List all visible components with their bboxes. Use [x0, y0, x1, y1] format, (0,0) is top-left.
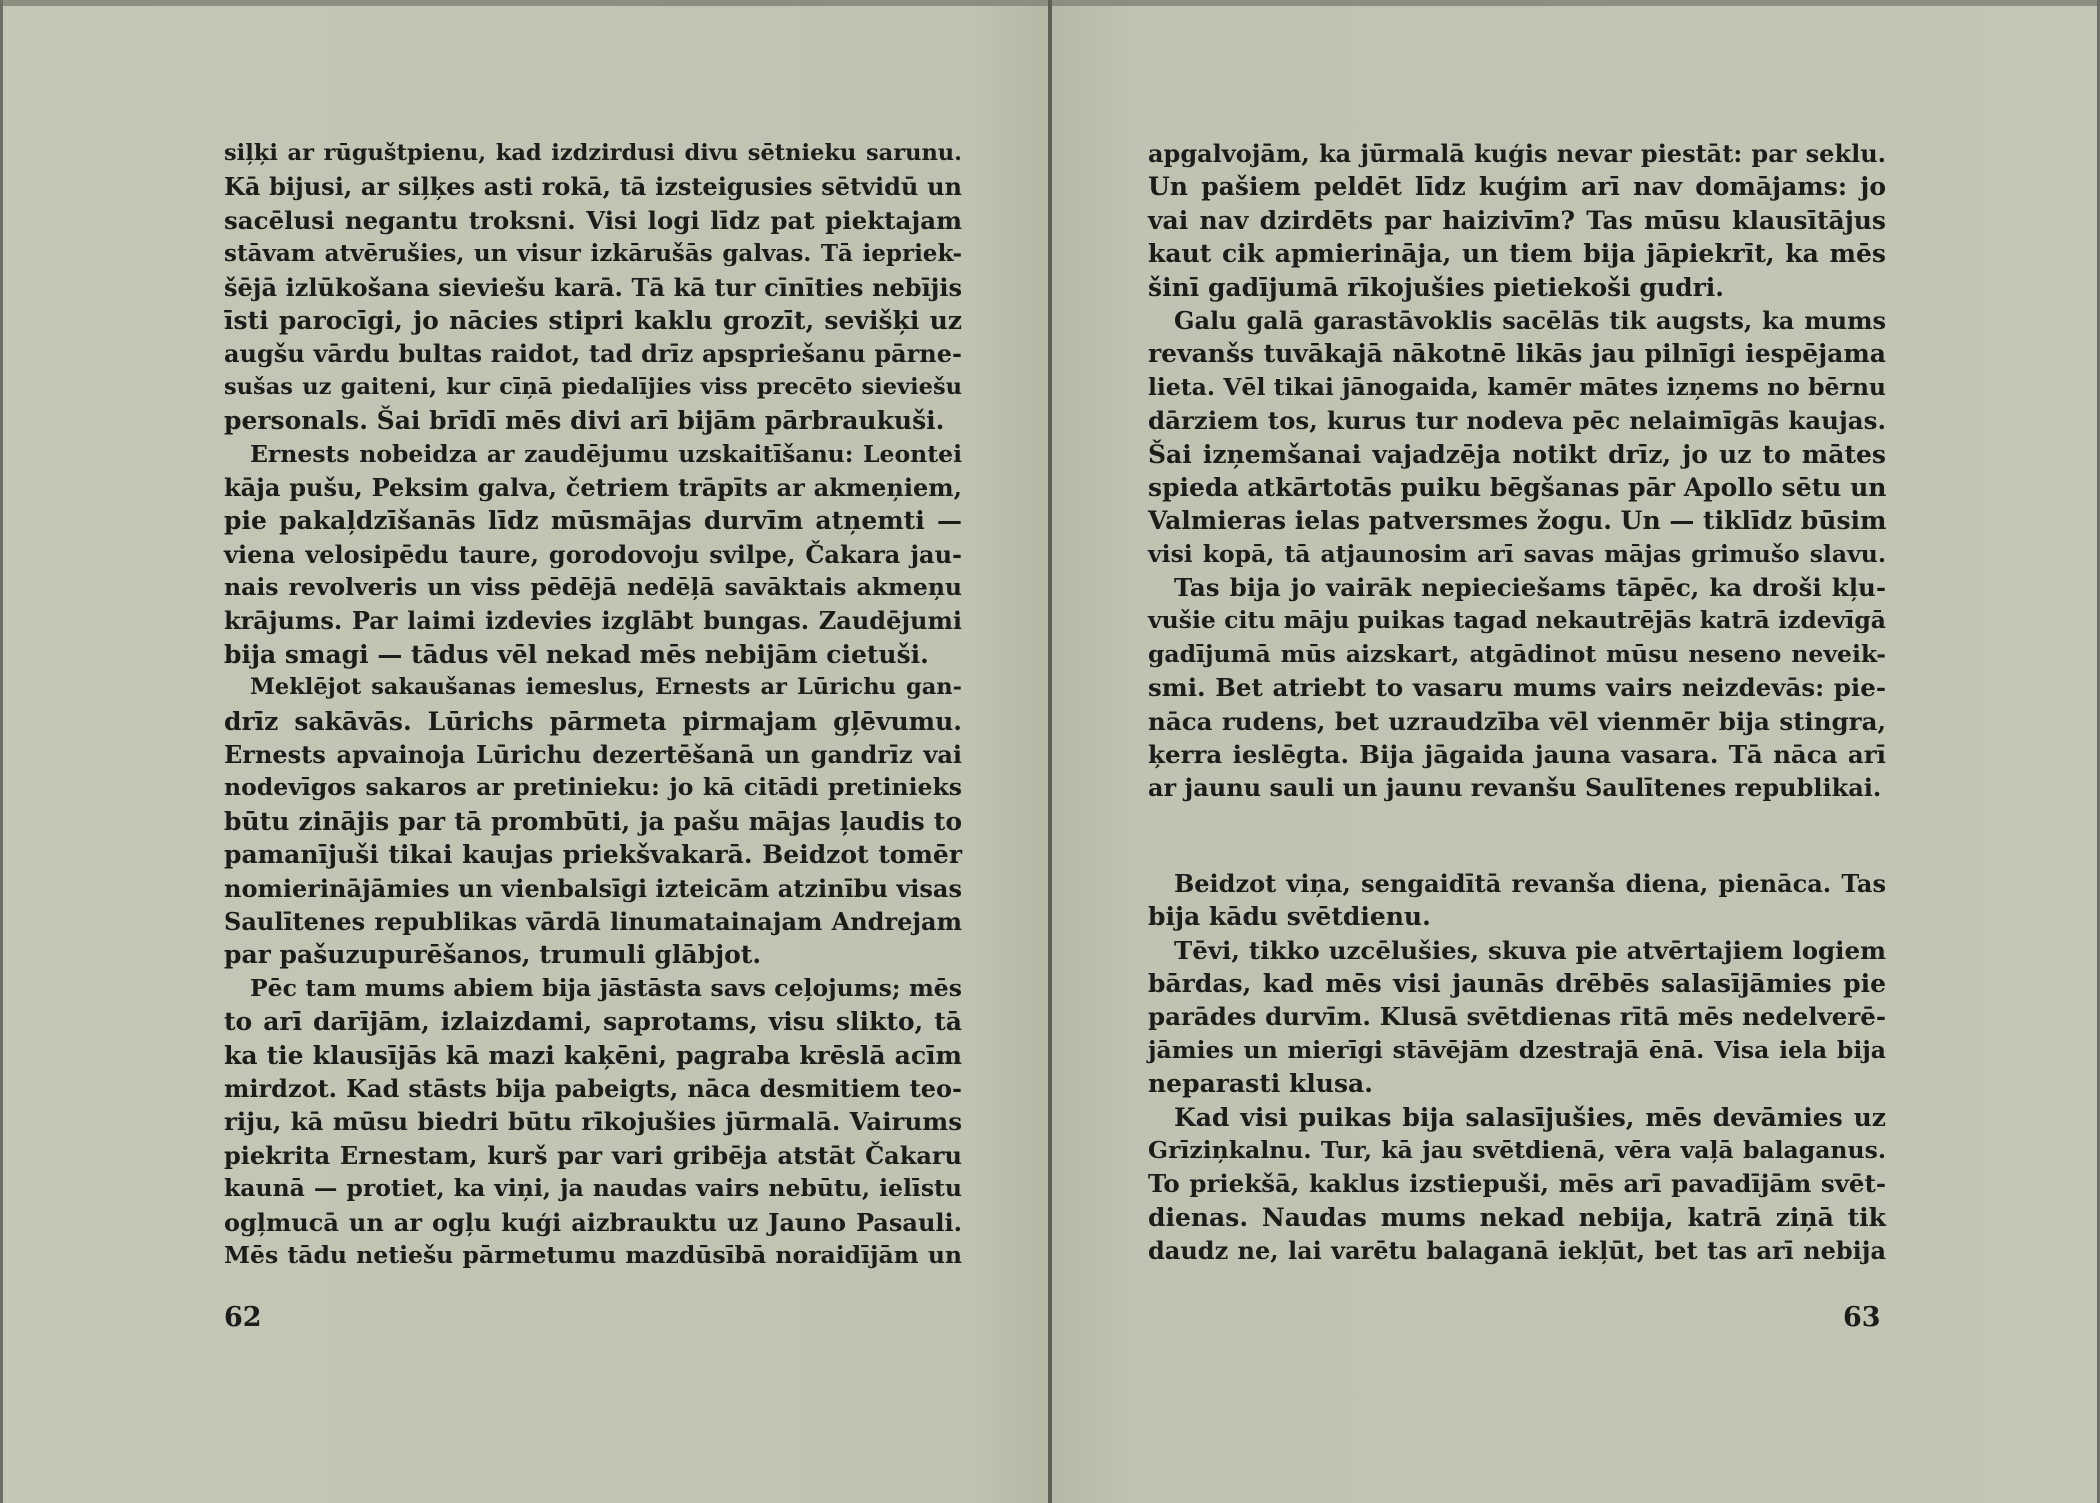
text-line: kāja pušu, Peksim galva, četriem trāpīts ar akmeņiem,	[224, 472, 962, 502]
page-number-right: 63	[1843, 1302, 1881, 1333]
text-line: Saulītenes republikas vārdā linumatainajam Andrejam	[224, 906, 962, 936]
text-line: sacēlusi negantu troksni. Visi logi līdz pat piektajam	[224, 205, 962, 235]
left-page	[0, 0, 1048, 1503]
text-line: Un pašiem peldēt līdz kuģim arī nav domājams: jo	[1148, 172, 1886, 202]
text-line: nais revolveris un viss pēdējā nedēļā savāktais akmeņu	[224, 573, 962, 602]
text-line: stāvam atvērušies, un visur izkārušās galvas. Tā iepriek-	[224, 240, 962, 268]
text-line: šinī gadījumā rīkojušies pietiekoši gudri.	[1148, 272, 1724, 302]
text-line: par pašuzupurēšanos, trumuli glābjot.	[224, 940, 762, 970]
text-line: Ernests nobeidza ar zaudējumu uzskaitīšanu: Leontei	[250, 439, 962, 468]
text-line: augšu vārdu bultas raidot, tad drīz apspriešanu pārne-	[224, 339, 962, 369]
text-line: bārdas, kad mēs visi jaunās drēbēs salasījāmies pie	[1148, 968, 1886, 998]
text-line: kaunā — protiet, ka viņi, ja naudas vairs nebūtu, ielīstu	[224, 1174, 962, 1203]
text-line: Valmieras ielas patversmes žogu. Un — tiklīdz būsim	[1148, 506, 1887, 536]
text-line: šējā izlūkošana sieviešu karā. Tā kā tur cīnīties nebījis	[224, 272, 962, 302]
text-line: To priekšā, kaklus izstiepuši, mēs arī pavadījām svēt-	[1148, 1169, 1886, 1199]
text-line: revanšs tuvākajā nākotnē likās jau pilnīgi iespējama	[1148, 339, 1886, 369]
text-line: parādes durvīm. Klusā svētdienas rītā mēs nedelverē-	[1148, 1002, 1886, 1032]
text-line: īsti parocīgi, jo nācies stipri kaklu grozīt, sevišķi uz	[224, 305, 962, 335]
text-line: kaut cik apmierināja, un tiem bija jāpiekrīt, ka mēs	[1148, 239, 1886, 269]
text-line: Beidzot viņa, sengaidītā revanša diena, pienāca. Tas	[1174, 868, 1886, 898]
text-line: bija kādu svētdienu.	[1148, 902, 1431, 932]
text-line: spieda atkārtotās puiku bēgšanas pār Apollo sētu un	[1148, 472, 1887, 502]
text-line: mirdzot. Kad stāsts bija pabeigts, nāca desmitiem teo-	[224, 1073, 962, 1103]
text-line: dienas. Naudas mums nekad nebija, katrā ziņā tik	[1148, 1202, 1886, 1232]
text-line: piekrita Ernestam, kurš par vari gribēja atstāt Čakaru	[224, 1140, 962, 1170]
text-line: Meklējot sakaušanas iemeslus, Ernests ar Lūrichu gan-	[250, 674, 962, 701]
text-line: visi kopā, tā atjaunosim arī savas mājas grimušo slavu.	[1148, 539, 1886, 568]
text-line: krājums. Par laimi izdevies izglābt bungas. Zaudējumi	[224, 606, 962, 636]
text-line: Kā bijusi, ar siļķes asti rokā, tā izsteigusies sētvidū un	[224, 172, 962, 202]
text-line: nodevīgos sakaros ar pretinieku: jo kā citādi pretinieks	[224, 773, 962, 802]
right-page	[1052, 0, 2100, 1503]
text-line: smi. Bet atriebt to vasaru mums vairs neizdevās: pie-	[1148, 673, 1886, 703]
text-line: Mēs tādu netiešu pārmetumu mazdūsībā noraidījām un	[224, 1240, 962, 1269]
text-line: Pēc tam mums abiem bija jāstāsta savs ceļojums; mēs	[250, 973, 962, 1002]
text-line: Šai izņemšanai vajadzēja notikt drīz, jo uz to mātes	[1148, 439, 1886, 469]
text-line: apgalvojām, ka jūrmalā kuģis nevar piestāt: par seklu.	[1148, 139, 1886, 168]
text-line: lieta. Vēl tikai jānogaida, kamēr mātes izņems no bērnu	[1148, 372, 1886, 401]
text-line: bija smagi — tādus vēl nekad mēs nebijām cietuši.	[224, 639, 929, 669]
text-line: ogļmucā un ar ogļu kuģi aizbrauktu uz Jauno Pasauli.	[224, 1207, 962, 1237]
text-line: Galu galā garastāvoklis sacēlās tik augsts, ka mums	[1174, 305, 1886, 335]
text-line: ka tie klausījās kā mazi kaķēni, pagraba krēslā acīm	[224, 1040, 962, 1070]
text-line: vušie citu māju puikas tagad nekautrējās katrā izdevīgā	[1148, 606, 1886, 635]
text-line: Kad visi puikas bija salasījušies, mēs devāmies uz	[1174, 1102, 1886, 1132]
text-line: neparasti klusa.	[1148, 1069, 1373, 1099]
text-line: nāca rudens, bet uzraudzība vēl vienmēr bija stingra,	[1148, 706, 1886, 736]
text-line: Tas bija jo vairāk nepieciešams tāpēc, ka droši kļu-	[1174, 573, 1886, 603]
section-break	[1148, 805, 1886, 867]
right-page-text	[1148, 137, 1886, 1268]
text-line: viena velosipēdu taure, gorodovoju svilpe, Čakara jau-	[224, 539, 962, 569]
text-line: Tēvi, tikko uzcēlušies, skuva pie atvērtajiem logiem	[1174, 935, 1886, 965]
text-line: to arī darījām, izlaizdami, saprotams, visu slikto, tā	[224, 1007, 962, 1037]
text-line: daudz ne, lai varētu balaganā iekļūt, bet tas arī nebija	[1148, 1236, 1886, 1266]
text-line: drīz sakāvās. Lūrichs pārmeta pirmajam gļēvumu.	[224, 706, 962, 736]
text-line: Grīziņkalnu. Tur, kā jau svētdienā, vēra vaļā balaganus.	[1148, 1135, 1886, 1164]
page-number-left: 62	[224, 1302, 262, 1333]
text-line: dārziem tos, kurus tur nodeva pēc nelaimīgās kaujas.	[1148, 406, 1886, 436]
text-line: personals. Šai brīdī mēs divi arī bijām pārbraukuši.	[224, 406, 945, 436]
text-line: siļķi ar rūguštpienu, kad izdzirdusi divu sētnieku sarunu.	[224, 140, 962, 166]
text-line: sušas uz gaiteni, kur cīņā piedalījies viss precēto sieviešu	[224, 373, 962, 400]
text-line: būtu zinājis par tā prombūti, ja pašu mājas ļaudis to	[224, 806, 962, 836]
text-line: pie pakaļdzīšanās līdz mūsmājas durvīm atņemti —	[224, 506, 962, 536]
text-line: jāmies un mierīgi stāvējām dzestrajā ēnā. Visa iela bija	[1148, 1035, 1886, 1064]
text-line: vai nav dzirdēts par haizivīm? Tas mūsu klausītājus	[1148, 205, 1886, 235]
text-line: ķerra ieslēgta. Bija jāgaida jauna vasara. Tā nāca arī	[1148, 740, 1886, 770]
left-page-text	[224, 137, 962, 1272]
text-line: Ernests apvainoja Lūrichu dezertēšanā un gandrīz vai	[224, 740, 962, 770]
text-line: pamanījuši tikai kaujas priekšvakarā. Beidzot tomēr	[224, 840, 962, 870]
text-line: gadījumā mūs aizskart, atgādinot mūsu neseno neveik-	[1148, 639, 1886, 668]
text-line: ar jaunu sauli un jaunu revanšu Saulītenes republikai.	[1148, 773, 1882, 803]
text-line: riju, kā mūsu biedri būtu rīkojušies jūrmalā. Vairums	[224, 1107, 962, 1137]
text-line: nomierinājāmies un vienbalsīgi izteicām atzinību visas	[224, 873, 962, 903]
